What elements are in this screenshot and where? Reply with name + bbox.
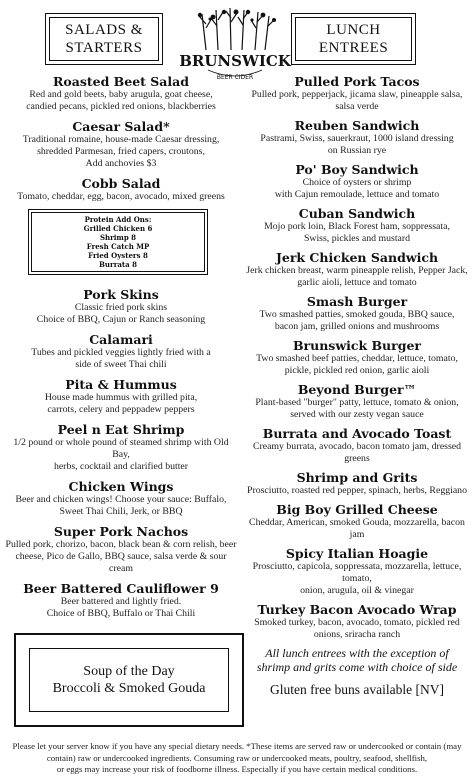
menu-item (4, 422, 238, 473)
menu-item-title: Cobb Salad (81, 176, 161, 191)
menu-item-description: Choice of oysters or shrimp (302, 177, 412, 188)
gluten-free-note: Gluten free buns available [NV] (270, 682, 444, 697)
menu-item-description: House made hummus with grilled pita, (44, 392, 198, 403)
menu-item-description: carrots, celery and peppadew peppers (47, 404, 195, 415)
menu-item-description: pickle, pickled red onion, garlic aioli (284, 365, 430, 376)
menu-item-title: Spicy Italian Hoagie (285, 546, 429, 561)
menu-item-title: Chicken Wings (68, 479, 174, 494)
menu-item (243, 294, 471, 333)
menu-item-description: Swiss, pickles and mustard (303, 233, 411, 244)
menu-item-description: 1/2 pound or whole pound of steamed shrimp with Old Bay, (13, 437, 229, 460)
menu-item-title: Jerk Chicken Sandwich (275, 250, 439, 265)
starters-list (4, 287, 238, 626)
menu-item-description: served with our zesty vegan sauce (290, 409, 424, 420)
menu-item-title: Beyond Burger™ (297, 382, 417, 397)
menu-item-description: Jerk chicken breast, warm pineapple relish, Pepper Jack, (246, 265, 468, 276)
menu-item (243, 426, 471, 465)
menu-item-description: onions, sriracha ranch (313, 629, 401, 640)
menu-item-description: Creamy burrata, avocado, bacon tomato jam, dressed greens (252, 441, 462, 464)
menu-item-description: Smoked turkey, bacon, avocado, tomato, pickled red (254, 617, 460, 628)
header-line: STARTERS (65, 40, 143, 56)
logo-wordmark: BRUNSWICK (179, 52, 291, 70)
protein-addon-item: Shrimp 8 (99, 233, 137, 242)
menu-item-description: onion, arugula, oil & vinegar (300, 585, 414, 596)
menu-item (4, 287, 238, 326)
menu-item-description: shredded Parmesan, fried capers, croutons, (37, 146, 205, 157)
protein-addons-heading: Protein Add Ons: (84, 215, 152, 224)
menu-item-description: Beer battered and lightly fried. (60, 596, 182, 607)
menu-item-description: Add anchovies $3 (85, 158, 157, 169)
menu-item-description: Pulled pork, chorizo, bacon, black bean & corn relish, beer (5, 539, 237, 550)
footer-line: or eggs may increase your risk of foodborne illness. Especially if you have certain medical conditions. (56, 764, 418, 774)
menu-item (243, 74, 471, 113)
menu-item-description: Classic fried pork skins (74, 302, 168, 313)
menu-item-description: Plant-based "burger" patty, lettuce, tomato & onion, (255, 397, 459, 408)
menu-item-title: Pork Skins (83, 287, 159, 302)
menu-item-description: Pulled pork, pepperjack, jicama slaw, pineapple salsa, (251, 89, 463, 100)
menu-item-description: Red and gold beets, baby arugula, goat cheese, (29, 89, 213, 100)
menu-item-title: Turkey Bacon Avocado Wrap (257, 602, 457, 617)
menu-item-description: Tomato, cheddar, egg, bacon, avocado, mixed greens (17, 191, 225, 202)
menu-item (243, 502, 471, 541)
soup-name: Broccoli & Smoked Gouda (52, 681, 206, 696)
menu-item-title: Brunswick Burger (292, 338, 421, 353)
menu-item-description: Choice of BBQ, Buffalo or Thai Chili (46, 608, 196, 619)
menu-item-title: Big Boy Grilled Cheese (276, 502, 438, 517)
menu-item (243, 118, 471, 157)
menu-item (243, 546, 471, 597)
soup-of-the-day-box (14, 633, 244, 727)
protein-addon-item: Fresh Catch MP (86, 242, 150, 251)
menu-item-description: Tubes and pickled veggies lightly fried with a (31, 347, 211, 358)
menu-item (243, 470, 471, 497)
footer-line: contain) raw or undercooked ingredients. Consuming raw or undercooked meats, poultry, seafood, shellfish, (46, 752, 428, 763)
menu-item-description: Sweet Thai Chili, Jerk, or BBQ (59, 506, 183, 517)
logo-subtitle: BEER CIDER (216, 74, 254, 81)
menu-item (243, 250, 471, 289)
menu-item-title: Beer Battered Cauliflower 9 (23, 581, 219, 596)
entree-side-note: All lunch entrees with the exception of (265, 646, 449, 660)
menu-item-description: candied pecans, pickled red onions, blackberries (26, 101, 216, 112)
entrees-list (243, 74, 471, 698)
menu-item (4, 581, 238, 620)
menu-item (243, 602, 471, 641)
menu-item (243, 382, 471, 421)
menu-item-description: herbs, cocktail and clarified butter (53, 461, 189, 472)
menu-item-description: Prosciutto, roasted red pepper, spinach, herbs, Reggiano (247, 485, 467, 496)
header-line: LUNCH (326, 22, 381, 38)
menu-item-description: Prosciutto, capicola, soppressata, mozzarella, lettuce, tomato, (252, 561, 462, 584)
menu-item-description: Two smashed patties, smoked gouda, BBQ sauce, (259, 309, 455, 320)
menu-item-description: Two smashed beef patties, cheddar, lettuce, tomato, (256, 353, 458, 364)
menu-item-title: Roasted Beet Salad (53, 74, 189, 89)
menu-item (4, 377, 238, 416)
menu-item-title: Reuben Sandwich (294, 118, 420, 133)
menu-item-description: garlic aioli, lettuce and tomato (297, 277, 417, 288)
salads-list (6, 74, 236, 209)
menu-item-title: Smash Burger (306, 294, 408, 309)
menu-item-title: Caesar Salad* (72, 119, 170, 134)
protein-addons-box (28, 209, 208, 275)
menu-item-description: Beer and chicken wings! Choose your sauce: Buffalo, (15, 494, 227, 505)
protein-addon-item: Burrata 8 (99, 260, 137, 269)
footer-line: Please let your server know if you have any special dietary needs. *These items are served raw or undercooked or contain (may (12, 741, 462, 751)
menu-item-title: Pulled Pork Tacos (294, 74, 420, 89)
menu-item-description: Choice of BBQ, Cajun or Ranch seasoning (36, 314, 206, 325)
menu-item-description: side of sweet Thai chili (75, 359, 167, 370)
header-line: ENTREES (318, 40, 389, 56)
entree-side-note: shrimp and grits come with choice of side (256, 660, 458, 674)
allergy-footer (4, 741, 470, 776)
menu-item (6, 119, 236, 170)
menu-item (243, 206, 471, 245)
menu-item (4, 479, 238, 518)
menu-item-title: Shrimp and Grits (296, 470, 418, 485)
menu-item-description: Traditional romaine, house-made Caesar dressing, (22, 134, 220, 145)
protein-addon-item: Fried Oysters 8 (88, 251, 148, 260)
header-line: SALADS & (65, 22, 143, 38)
menu-item-description: cheese, Pico de Gallo, BBQ sauce, salsa verde & sour cream (15, 551, 227, 574)
menu-item-title: Peel n Eat Shrimp (57, 422, 185, 437)
menu-item-title: Burrata and Avocado Toast (262, 426, 452, 441)
menu-item-title: Super Pork Nachos (53, 524, 189, 539)
menu-item (243, 162, 471, 201)
menu-item-description: salsa verde (335, 101, 379, 112)
menu-item-title: Pita & Hummus (65, 377, 177, 392)
soup-heading: Soup of the Day (83, 664, 175, 679)
salads-starters-header (45, 13, 163, 65)
menu-item-description: Cheddar, American, smoked Gouda, mozzarella, bacon jam (249, 517, 465, 540)
menu-item-description: Mojo pork loin, Black Forest ham, soppressata, (264, 221, 450, 232)
menu-item (243, 338, 471, 377)
menu-item-description: bacon jam, grilled onions and mushrooms (274, 321, 440, 332)
menu-item (6, 176, 236, 203)
menu-item-description: with Cajun remoulade, lettuce and tomato (274, 189, 440, 200)
menu-item-description: Pastrami, Swiss, sauerkraut, 1000 island dressing (260, 133, 454, 144)
menu-item-title: Po' Boy Sandwich (295, 162, 419, 177)
menu-item-description: on Russian rye (327, 145, 387, 156)
menu-item (6, 74, 236, 113)
protein-addon-item: Grilled Chicken 6 (83, 224, 153, 233)
lunch-entrees-header (291, 13, 416, 65)
menu-item-title: Cuban Sandwich (298, 206, 416, 221)
menu-item (4, 332, 238, 371)
menu-item (4, 524, 238, 575)
menu-item-title: Calamari (89, 332, 153, 347)
